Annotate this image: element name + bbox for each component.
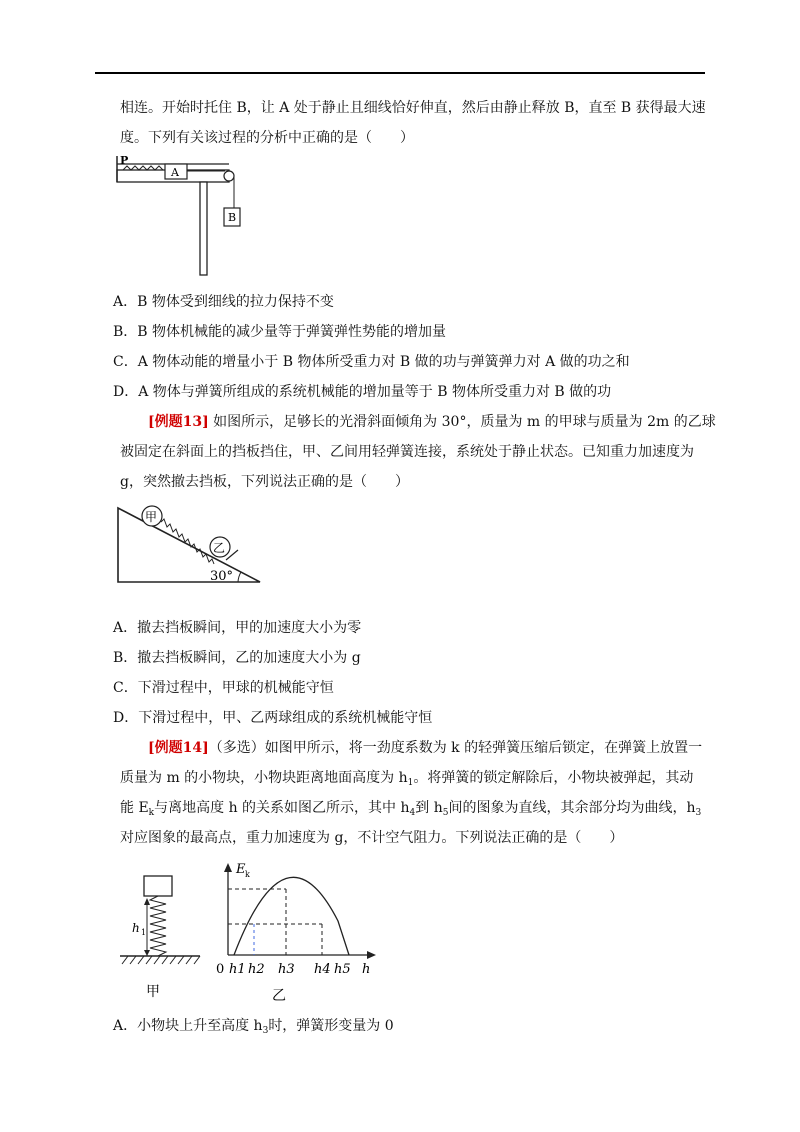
q13-option-b: B．撤去挡板瞬间，乙的加速度大小为 g bbox=[113, 650, 361, 666]
tick-label-h4: h4 bbox=[314, 962, 331, 977]
q12-figure bbox=[113, 152, 248, 277]
q12-option-c: C．A 物体动能的增量小于 B 物体所受重力对 B 做的功与弹簧弹力对 A 做的功之和 bbox=[113, 354, 630, 370]
q12-option-a: A．B 物体受到细线的拉力保持不变 bbox=[113, 294, 334, 310]
tick-label-h5: h5 bbox=[334, 962, 351, 977]
small-block bbox=[144, 876, 172, 896]
tick-label-h1: h1 bbox=[229, 962, 246, 977]
q13-tag: [例题13] bbox=[148, 414, 209, 430]
q14-line-1-text: （多选）如图甲所示，将一劲度系数为 k 的轻弹簧压缩后锁定，在弹簧上放置一 bbox=[208, 740, 703, 756]
q13-line-3: g，突然撤去挡板，下列说法正确的是（ ） bbox=[120, 474, 409, 490]
q14-figure-yi bbox=[212, 855, 382, 1005]
q13-fig-ball2: 乙 bbox=[213, 541, 226, 555]
q14-option-a: A．小物块上升至高度 $h_3$时，弹簧形变量为 0 bbox=[113, 1018, 394, 1036]
q13-line-2: 被固定在斜面上的挡板挡住，甲、乙间用轻弹簧连接，系统处于静止状态。已知重力加速度为 bbox=[120, 444, 694, 460]
q14-origin: 0 bbox=[216, 962, 225, 977]
svg-text:k: k bbox=[245, 870, 250, 879]
q14-xlabel: h bbox=[362, 962, 371, 977]
svg-text:1: 1 bbox=[141, 928, 147, 937]
q13-fig-ball1: 甲 bbox=[145, 510, 158, 524]
q14-figure-jia bbox=[116, 872, 211, 1002]
pulley bbox=[224, 171, 234, 181]
tick-label-h2: h2 bbox=[248, 962, 265, 977]
header-rule bbox=[95, 72, 705, 74]
q12-line-1: 相连。开始时托住 B，让 A 处于静止且细线恰好伸直，然后由静止释放 B，直至 B 获得最大速 bbox=[120, 100, 706, 116]
q14-line-4: 对应图象的最高点，重力加速度为 g，不计空气阻力。下列说法正确的是（ ） bbox=[120, 830, 624, 846]
q12-fig-label-p: P bbox=[120, 154, 129, 167]
q14-line-1 bbox=[148, 738, 702, 758]
q12-option-d: D．A 物体与弹簧所组成的系统机械能的增加量等于 B 物体所受重力对 B 做的功 bbox=[113, 384, 612, 400]
q12-fig-label-b: B bbox=[228, 211, 237, 224]
table-leg bbox=[200, 182, 207, 275]
q14-ylabel: E bbox=[236, 862, 246, 877]
tick-label-h3: h3 bbox=[278, 962, 295, 977]
q13-line-1 bbox=[148, 412, 716, 432]
q13-option-c: C．下滑过程中，甲球的机械能守恒 bbox=[113, 680, 334, 696]
q13-fig-angle: 30° bbox=[210, 569, 234, 584]
q13-option-a: A．撤去挡板瞬间，甲的加速度大小为零 bbox=[113, 620, 362, 636]
q14-caption-jia: 甲 bbox=[146, 984, 160, 1000]
q14-line-2: 质量为 m 的小物块，小物块距离地面高度为 $h_1$。将弹簧的锁定解除后，小物块被弹起，其动 bbox=[120, 770, 694, 788]
q13-option-d: D．下滑过程中，甲、乙两球组成的系统机械能守恒 bbox=[113, 710, 433, 726]
q13-figure bbox=[114, 500, 269, 590]
q13-line-1-text: 如图所示，足够长的光滑斜面倾角为 30°，质量为 m 的甲球与质量为 2m 的乙球 bbox=[208, 414, 716, 430]
q12-fig-label-a: A bbox=[171, 166, 179, 179]
q14-caption-yi: 乙 bbox=[272, 988, 286, 1004]
q12-option-b: B．B 物体机械能的减少量等于弹簧弹性势能的增加量 bbox=[113, 324, 447, 340]
q12-line-2: 度。下列有关该过程的分析中正确的是（ ） bbox=[120, 130, 414, 146]
q14-tag: [例题14] bbox=[148, 740, 209, 756]
q14-line-3: 能 $E_k$与离地高度 h 的关系如图乙所示，其中 $h_4$到 $h_5$间的图象为直线，其余部分均为曲线，$h_3$ bbox=[120, 800, 702, 818]
q14-fig-h1: h bbox=[132, 921, 140, 935]
